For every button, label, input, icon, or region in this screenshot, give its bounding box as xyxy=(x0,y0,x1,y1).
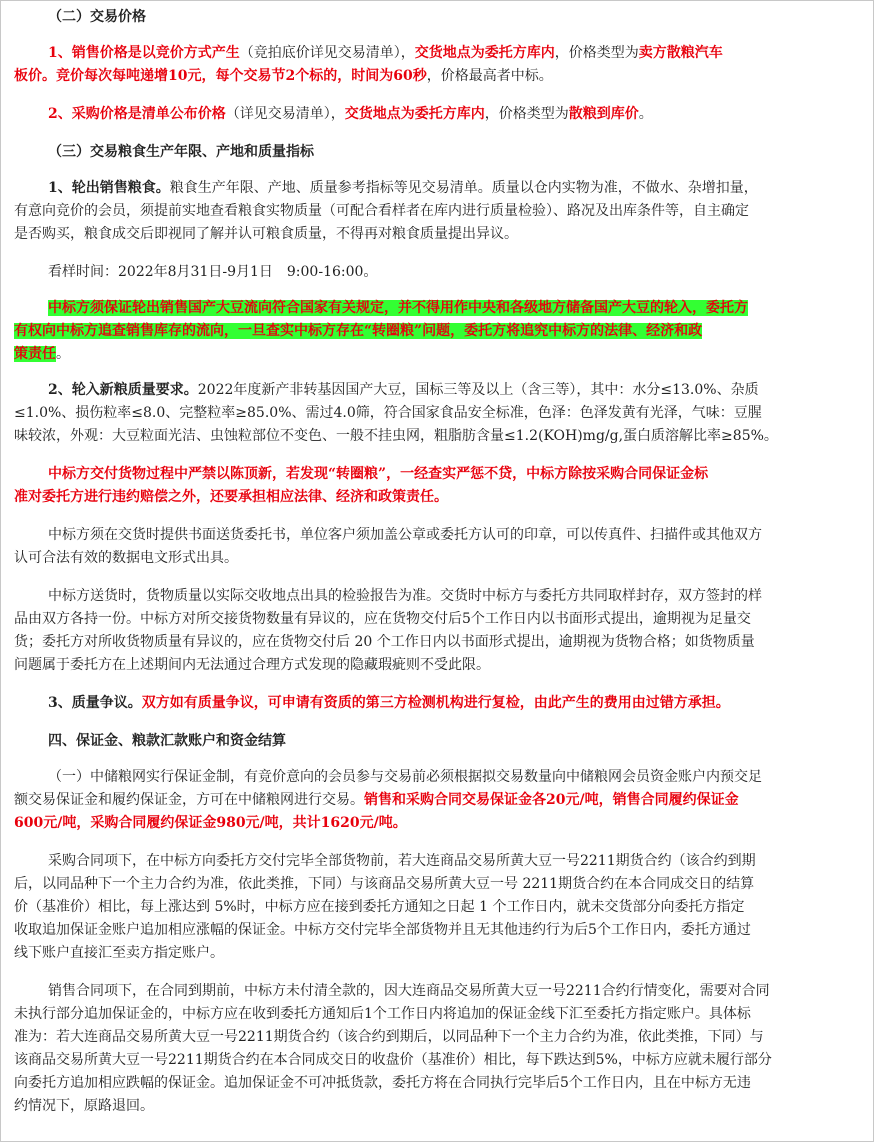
text-run: ≤1.0%、损伤粒率≤8.0、完整粒率≥85.0%、需过4.0筛，符合国家食品安全标准，色泽：色泽发黄有光泽，气味：豆腥 xyxy=(14,405,762,421)
text-line xyxy=(14,631,860,653)
text-line xyxy=(48,730,860,752)
text-run: 货；委托方对所收货物质量有异议的，应在货物交付后 20 个工作日内以书面形式提出，逾期视为货物合格；如货物质量 xyxy=(14,634,755,650)
text-run: 中标方须在交货时提供书面送货委托书，单位客户须加盖公章或委托方认可的印章，可以传真件、扫描件或其他双方 xyxy=(48,527,762,543)
text-run: （三）交易粮食生产年限、产地和质量指标 xyxy=(48,144,314,160)
text-run: 向委托方追加相应跌幅的保证金。追加保证金不可冲抵货款，委托方将在合同执行完毕后5个工作日内，且在中标方无违 xyxy=(14,1075,751,1091)
text-run: 2、采购价格是清单公布价格 xyxy=(48,106,226,122)
text-line xyxy=(48,692,860,714)
text-run: （一）中储粮网实行保证金制，有竞价意向的会员参与交易前必须根据拟交易数量向中储粮网会员资金账户内预交足 xyxy=(48,769,762,785)
text-run: 看样时间：2022年8月31日-9月1日 9:00-16:00。 xyxy=(48,264,378,280)
text-line xyxy=(14,1095,860,1117)
text-run: 该商品交易所黄大豆一号2211期货合约在本合同成交日的收盘价（基准价）相比，每下跌达到5%，中标方应就未履行部分 xyxy=(14,1052,772,1068)
text-run: （竞拍底价详见交易清单）， xyxy=(239,45,415,61)
text-line xyxy=(14,942,860,964)
text-run: 品由双方各持一份。中标方对所交接货物数量有异议的，应在货物交付后5个工作日内以书面形式提出，逾期视为足量交 xyxy=(14,611,751,627)
text-run: 后，以同品种下一个主力合约为准，依此类推，下同）与该商品交易所黄大豆一号 2211期货合约在本合同成交日的结算 xyxy=(14,876,755,892)
text-run: 是否购买，粮食成交后即视同了解并认可粮食质量，不得再对粮食质量提出异议。 xyxy=(14,226,518,242)
text-run: 卖方散粮汽车 xyxy=(638,45,723,61)
text-run: 中标方交付货物过程中严禁以陈顶新，若发现“转圈粮”，一经查实严惩不贷，中标方除按采购合同保证金标 xyxy=(48,466,709,482)
text-line xyxy=(14,812,860,834)
text-line xyxy=(48,6,860,28)
text-run: 散粮到库价 xyxy=(568,106,639,122)
text-line xyxy=(14,320,860,342)
text-line xyxy=(14,1072,860,1094)
text-run: 销售合同项下，在合同到期前，中标方未付清全款的，因大连商品交易所黄大豆一号2211合约行情变化，需要对合同 xyxy=(48,983,770,999)
text-run: 有意向竞价的会员，须提前实地查看粮食实物质量（可配合看样者在库内进行质量检验）、路况及出库条件等，自主确定 xyxy=(14,203,749,219)
text-run: 采购合同项下，在中标方向委托方交付完毕全部货物前，若大连商品交易所黄大豆一号2211期货合约（该合约到期 xyxy=(48,853,756,869)
text-run: ，价格类型为 xyxy=(554,45,639,61)
text-run: （详见交易清单）， xyxy=(225,106,345,122)
text-line xyxy=(14,608,860,630)
text-line xyxy=(48,297,860,319)
text-line xyxy=(48,463,860,485)
text-line xyxy=(48,585,860,607)
text-run: 四、保证金、粮款汇款账户和资金结算 xyxy=(48,733,286,749)
text-run: 线下账户直接汇至卖方指定账户。 xyxy=(14,945,224,961)
text-run: 未执行部分追加保证金的，中标方应在收到委托方通知后1个工作日内将追加的保证金线下汇至委托方指定账户。具体标 xyxy=(14,1006,751,1022)
text-run: 双方如有质量争议，可申请有资质的第三方检测机构进行复检，由此产生的费用由过错方承担。 xyxy=(141,695,730,711)
text-line xyxy=(14,1049,860,1071)
text-run: 600元/吨，采购合同履约保证金980元/吨，共计1620元/吨。 xyxy=(14,815,407,831)
text-run: 。 xyxy=(638,106,653,122)
text-run: 味较浓，外观：大豆粒面光洁、虫蚀粒部位不变色、一般不挂虫网，粗脂肪含量≤1.2(KOH)mg/g,蛋白质溶解比率≥85%。 xyxy=(14,428,778,444)
text-line xyxy=(48,850,860,872)
text-run: 准为：若大连商品交易所黄大豆一号2211期货合约（该合约到期后，以同品种下一个主力合约为准，依此类推，下同）与 xyxy=(14,1029,764,1045)
text-line xyxy=(48,177,860,199)
text-line xyxy=(14,223,860,245)
text-run: 中标方须保证轮出销售国产大豆流向符合国家有关规定，并不得用作中央和各级地方储备国产大豆的轮入，委托方 xyxy=(48,300,748,316)
text-run: 问题属于委托方在上述期间内无法通过合理方式发现的隐藏瑕疵则不受此限。 xyxy=(14,657,490,673)
text-run: 粮食生产年限、产地、质量参考指标等见交易清单。质量以仓内实物为准，不做水、杂增扣量， xyxy=(169,180,758,196)
text-run: 收取追加保证金账户追加相应涨幅的保证金。中标方交付完毕全部货物并且无其他违约行为后5个工作日内，委托方通过 xyxy=(14,922,751,938)
text-line xyxy=(14,919,860,941)
text-run: 准对委托方进行违约赔偿之外，还要承担相应法律、经济和政策责任。 xyxy=(14,489,448,505)
text-line xyxy=(14,1003,860,1025)
text-line xyxy=(48,766,860,788)
text-run: 2022年度新产非转基因国产大豆，国标三等及以上（含三等），其中：水分≤13.0%、杂质 xyxy=(197,382,759,398)
text-run: ，价格最高者中标。 xyxy=(426,68,553,84)
text-line xyxy=(14,873,860,895)
text-run: 3、质量争议。 xyxy=(48,695,142,711)
text-run: 交货地点为委托方库内 xyxy=(414,45,555,61)
text-run: 中标方送货时，货物质量以实际交收地点出具的检验报告为准。交货时中标方与委托方共同取样封存，双方签封的样 xyxy=(48,588,762,604)
text-run: 板价。竞价每次每吨递增10元，每个交易节2个标的，时间为60秒 xyxy=(14,68,427,84)
text-line xyxy=(48,379,860,401)
text-run: 1、销售价格是以竞价方式产生 xyxy=(48,45,240,61)
text-line xyxy=(48,261,860,283)
text-line xyxy=(48,103,860,125)
text-run: （二）交易价格 xyxy=(48,9,146,25)
text-line xyxy=(14,343,860,365)
text-line xyxy=(48,141,860,163)
text-line xyxy=(48,980,860,1002)
text-line xyxy=(14,1026,860,1048)
text-run: 1、轮出销售粮食。 xyxy=(48,180,170,196)
text-run: 交货地点为委托方库内 xyxy=(344,106,485,122)
text-line xyxy=(14,402,860,424)
text-run: ，价格类型为 xyxy=(484,106,569,122)
text-line xyxy=(14,547,860,569)
text-line xyxy=(14,486,860,508)
text-run: 价（基准价）相比，每上涨达到 5%时，中标方应在接到委托方通知之日起 1 个工作日内，就未交货部分向委托方指定 xyxy=(14,899,745,915)
text-line xyxy=(48,524,860,546)
text-run: 。 xyxy=(56,346,70,362)
text-line xyxy=(14,789,860,811)
text-line xyxy=(14,654,860,676)
text-line xyxy=(14,425,860,447)
text-run: 额交易保证金和履约保证金，方可在中储粮网进行交易。 xyxy=(14,792,364,808)
text-line xyxy=(14,65,860,87)
text-run: 有权向中标方追查销售库存的流向，一旦查实中标方存在“转圈粮”问题，委托方将追究中标方的法律、经济和政 xyxy=(14,323,703,339)
text-run: 2、轮入新粮质量要求。 xyxy=(48,382,198,398)
text-line xyxy=(14,896,860,918)
text-line xyxy=(14,200,860,222)
text-run: 销售和采购合同交易保证金各20元/吨，销售合同履约保证金 xyxy=(364,792,739,808)
text-run: 认可合法有效的数据电文形式出具。 xyxy=(14,550,238,566)
text-line xyxy=(48,42,860,64)
text-run: 策责任 xyxy=(14,346,56,362)
text-run: 约情况下，原路退回。 xyxy=(14,1098,154,1114)
